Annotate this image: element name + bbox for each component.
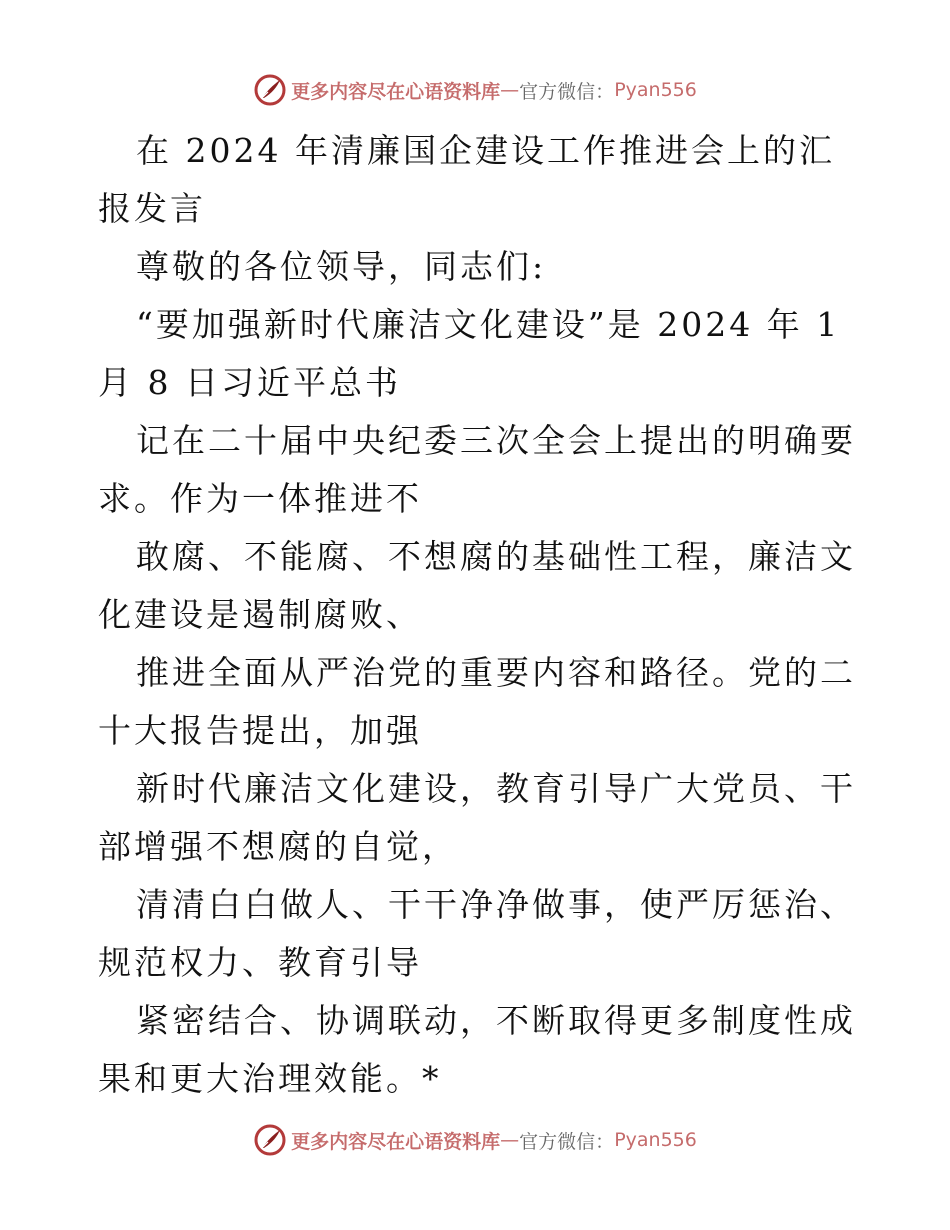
document-paragraph: 新时代廉洁文化建设，教育引导广大党员、干部增强不想腐的自觉，: [98, 769, 856, 866]
header-banner: [0, 70, 950, 110]
banner-main-text: 更多内容尽在心语资料库: [291, 80, 501, 103]
document-paragraph: 敢腐、不能腐、不想腐的基础性工程，廉洁文化建设是遏制腐败、: [98, 537, 856, 634]
banner-separator: —: [500, 79, 520, 101]
document-paragraph: 清清白白做人、干干净净做事，使严厉惩治、规范权力、教育引导: [98, 885, 856, 982]
document-paragraph: 推进全面从严治党的重要内容和路径。党的二十大报告提出，加强: [98, 653, 856, 750]
document-paragraph: 记在二十届中央纪委三次全会上提出的明确要求。作为一体推进不: [98, 421, 856, 518]
document-paragraph: “要加强新时代廉洁文化建设”是 2024 年 1 月 8 日习近平总书: [98, 305, 854, 402]
feather-pen-logo-icon: [253, 1123, 287, 1157]
document-title: 在 2024 年清廉国企建设工作推进会上的汇报发言: [98, 131, 835, 228]
document-paragraph: 尊敬的各位领导，同志们:: [136, 247, 547, 286]
banner-label: 官方微信：: [519, 80, 615, 103]
banner-text: [291, 77, 697, 104]
document-paragraph: 紧密结合、协调联动，不断取得更多制度性成果和更大治理效能。*: [98, 1001, 856, 1098]
banner-text: [291, 1127, 697, 1154]
banner-main-text: 更多内容尽在心语资料库: [291, 1130, 501, 1153]
banner-separator: —: [500, 1129, 520, 1151]
banner-label: 官方微信：: [519, 1130, 615, 1153]
feather-pen-logo-icon: [253, 73, 287, 107]
banner-wechat-id: Pyan556: [614, 1129, 697, 1151]
footer-banner: [0, 1120, 950, 1160]
document-body: [98, 122, 858, 1108]
banner-wechat-id: Pyan556: [614, 79, 697, 101]
